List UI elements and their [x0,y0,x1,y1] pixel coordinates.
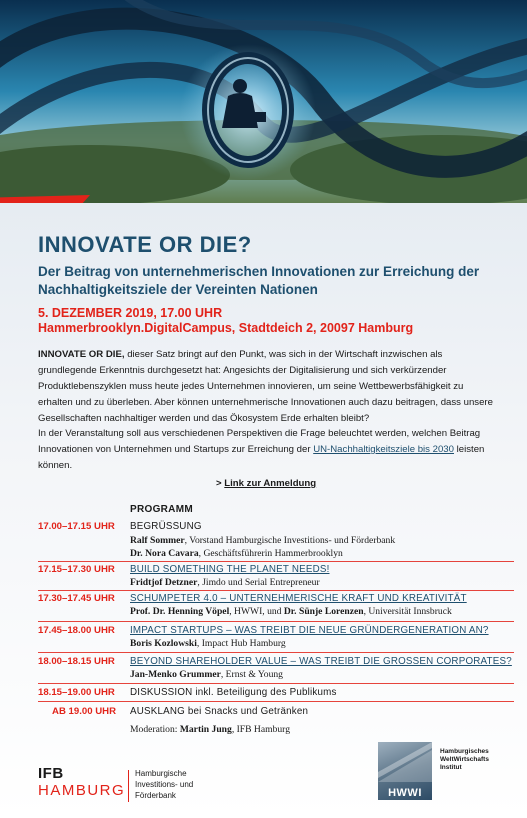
program-time: 18.00–18.15 UHR [38,656,115,667]
program-title: BEGRÜSSUNG [130,521,202,532]
registration-prefix: > [216,478,225,489]
divider [38,561,514,562]
divider [38,652,514,653]
intro-text: dieser Satz bringt auf den Punkt, was sich in der Wirtschaft inzwischen als grundlegende Erkenntnis durchgesetzt hat: Angesichts der Digitalisierung und sich verkürzender Produktlebenszyklen muss heute jedes Unternehmen innovieren, um seine Wettbewerbsfähigkeit zu erhalten und zu überleben. Aber können unternehmerische Innovationen auch dazu beitragen, dass unsere Gesellschaften nachhaltiger werden und das Ökosystem Erde erhalten bleibt? [38,349,493,424]
program-speaker: Boris Kozlowski, Impact Hub Hamburg [130,638,286,649]
ifb-logo-bottom: HAMBURG [38,782,126,799]
registration [216,478,316,489]
program-title[interactable]: IMPACT STARTUPS – WAS TREIBT DIE NEUE GRÜNDERGENERATION AN? [130,625,489,636]
program-title: AUSKLANG bei Snacks und Getränken [130,706,309,717]
hwwi-name: Hamburgisches WeltWirtschafts Institut [440,748,489,771]
program-speaker: Fridtjof Detzner, Jimdo und Serial Entrepreneur [130,577,320,588]
hwwi-logo-label: HWWI [388,787,422,799]
ifb-divider [128,770,129,802]
program-title: DISKUSSION inkl. Beteiligung des Publikums [130,687,337,698]
program-title[interactable]: BEYOND SHAREHOLDER VALUE – WAS TREIBT DIE GROSSEN CORPORATES? [130,656,512,667]
intro-paragraph [38,347,500,427]
program-time: 17.15–17.30 UHR [38,564,115,575]
page-title: INNOVATE OR DIE? [38,232,252,257]
program-heading: PROGRAMM [130,504,193,515]
moderator-name: Martin Jung [179,724,232,735]
program-title[interactable]: BUILD SOMETHING THE PLANET NEEDS! [130,564,330,575]
program-title[interactable]: SCHUMPETER 4.0 – UNTERNEHMERISCHE KRAFT UND KREATIVITÄT [130,593,467,604]
divider [38,621,514,622]
detail-text-before: In der Veranstaltung soll aus verschiedenen Perspektiven die Frage beleuchtet werden, welchen Beitrag Innovationen von Unternehmen und Startups zur Erreichung der [38,428,481,455]
registration-link[interactable]: Link zur Anmeldung [224,478,317,489]
program-speaker: Prof. Dr. Henning Vöpel, HWWI, und Dr. Sünje Lorenzen, Universität Innsbruck [130,606,452,617]
program-time: 18.15–19.00 UHR [38,687,115,698]
detail-text-after: leisten können. [38,444,485,471]
intro-lead: INNOVATE OR DIE, [38,349,125,360]
moderation-label: Moderation: [130,724,180,735]
moderator-org: , IFB Hamburg [231,724,290,735]
page-subtitle: Der Beitrag von unternehmerischen Innovationen zur Erreichung der Nachhaltigkeitsziele der Vereinten Nationen [38,264,480,297]
event-date: 5. DEZEMBER 2019, 17.00 UHR [38,306,223,320]
sdg-link[interactable]: UN-Nachhaltigkeitsziele bis 2030 [313,444,454,455]
event-location: Hammerbrooklyn.DigitalCampus, Stadtdeich 2, 20097 Hamburg [38,321,414,335]
program-time: 17.00–17.15 UHR [38,521,115,532]
ifb-logo-top: IFB [38,765,64,782]
hero-image [0,0,527,203]
ifb-name: Hamburgische Investitions- und Förderbank [135,769,194,800]
divider [38,701,514,702]
program-time: 17.30–17.45 UHR [38,593,115,604]
hero-illustration [0,0,527,203]
divider [38,683,514,684]
detail-paragraph [38,426,500,474]
program-speaker: Jan-Menko Grummer, Ernst & Young [130,669,283,680]
program-speaker: Ralf Sommer, Vorstand Hamburgische Investitions- und Förderbank [130,535,396,546]
program-speaker: Dr. Nora Cavara, Geschäftsführerin Hammerbrooklyn [130,548,343,559]
hwwi-logo-mark [378,742,432,782]
ifb-logo [38,765,125,799]
program-time: AB 19.00 UHR [52,706,116,717]
divider [38,590,514,591]
program-time: 17.45–18.00 UHR [38,625,115,636]
